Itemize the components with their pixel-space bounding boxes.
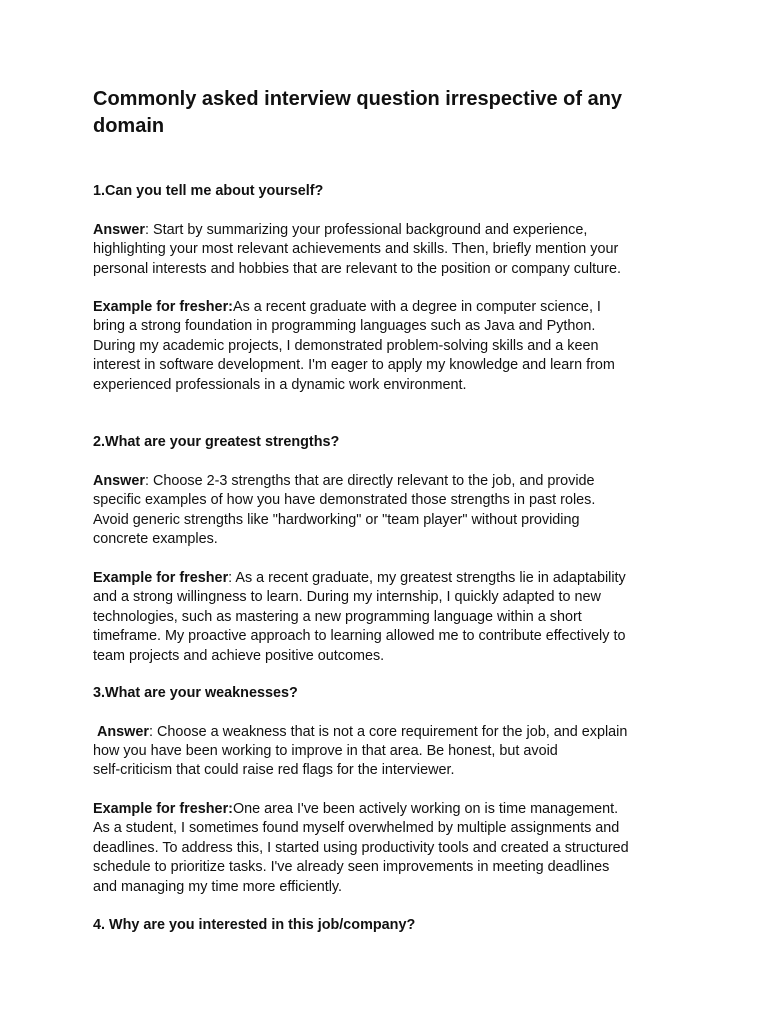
answer-label: Answer — [93, 222, 145, 238]
example-1-line-5: experienced professionals in a dynamic work environment. — [93, 376, 467, 393]
question-1: 1.Can you tell me about yourself? — [93, 183, 324, 199]
example-label: Example for fresher — [93, 570, 229, 586]
answer-2-line-2: specific examples of how you have demonstrated those strengths in past roles. — [93, 492, 596, 509]
example-1-line-1: Example for fresher:As a recent graduate with a degree in computer science, I — [93, 299, 601, 315]
example-3-line-4: schedule to prioritize tasks. I've already seen improvements in meeting deadlines — [93, 859, 610, 876]
example-2-line-4: timeframe. My proactive approach to learning allowed me to contribute effectively to — [93, 628, 626, 645]
example-2-line-2: and a strong willingness to learn. During my internship, I quickly adapted to new — [93, 589, 601, 606]
example-label: Example for fresher: — [93, 299, 233, 315]
answer-1 — [93, 221, 683, 279]
example-2-line-5: team projects and achieve positive outcomes. — [93, 647, 385, 664]
answer-3 — [97, 723, 687, 742]
answer-2-line-4: concrete examples. — [93, 531, 218, 548]
answer-3-line-3: self-criticism that could raise red flags for the interviewer. — [93, 762, 455, 779]
example-3-line-5: and managing my time more efficiently. — [93, 878, 343, 895]
example-3 — [93, 800, 683, 897]
answer-2-line-1: Answer: Choose 2-3 strengths that are directly relevant to the job, and provide — [93, 473, 595, 489]
answer-3-continued — [93, 742, 683, 781]
example-2 — [93, 569, 683, 666]
answer-1-line-3: personal interests and hobbies that are relevant to the position or company culture. — [93, 260, 621, 277]
example-2-line-3: technologies, such as mastering a new programming language within a short — [93, 608, 582, 625]
answer-2 — [93, 472, 683, 550]
question-3: 3.What are your weaknesses? — [93, 685, 298, 701]
example-label: Example for fresher: — [93, 801, 233, 817]
page-title: Commonly asked interview question irrespective of any domain — [93, 88, 623, 137]
question-2: 2.What are your greatest strengths? — [93, 434, 340, 450]
example-2-line-1: Example for fresher: As a recent graduate, my greatest strengths lie in adaptability — [93, 570, 626, 586]
answer-2-line-3: Avoid generic strengths like "hardworking" or "team player" without providing — [93, 511, 580, 528]
answer-label: Answer — [97, 724, 149, 740]
example-3-line-2: As a student, I sometimes found myself overwhelmed by multiple assignments and — [93, 820, 620, 837]
example-1-line-2: bring a strong foundation in programming languages such as Java and Python. — [93, 318, 596, 335]
answer-1-line-2: highlighting your most relevant achievements and skills. Then, briefly mention your — [93, 241, 619, 258]
answer-label: Answer — [93, 473, 145, 489]
example-3-line-1: Example for fresher:One area I've been actively working on is time management. — [93, 801, 619, 817]
answer-3-line-1: Answer: Choose a weakness that is not a core requirement for the job, and explain — [97, 724, 628, 740]
answer-3-line-2: how you have been working to improve in that area. Be honest, but avoid — [93, 743, 558, 759]
example-1 — [93, 298, 683, 395]
question-4: 4. Why are you interested in this job/company? — [93, 917, 416, 933]
answer-1-line-1: Answer: Start by summarizing your professional background and experience, — [93, 222, 588, 238]
example-1-line-3: During my academic projects, I demonstrated problem-solving skills and a keen — [93, 337, 599, 354]
example-1-line-4: interest in software development. I'm eager to apply my knowledge and learn from — [93, 357, 615, 374]
example-3-line-3: deadlines. To address this, I started using productivity tools and created a structured — [93, 839, 629, 856]
